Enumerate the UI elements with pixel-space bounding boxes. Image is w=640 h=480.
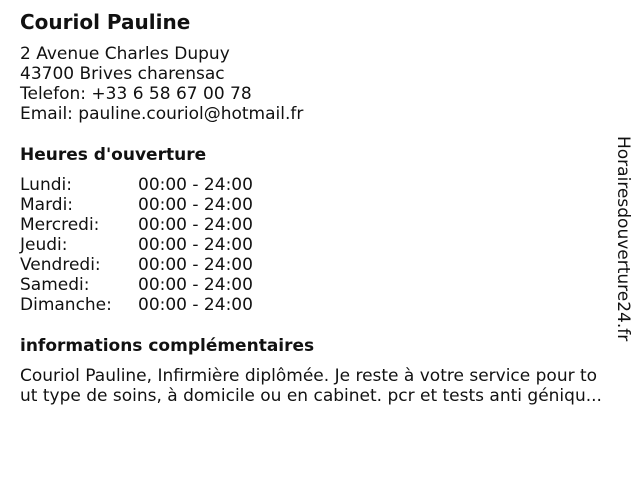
hours-row-sunday <box>20 295 620 315</box>
site-watermark: Horairesdouverture24.fr <box>613 136 633 342</box>
hours-row-wednesday <box>20 215 620 235</box>
time-range: 00:00 - 24:00 <box>138 295 253 315</box>
day-label: Vendredi: <box>20 255 101 275</box>
hours-row-friday <box>20 255 620 275</box>
additional-info-title: informations complémentaires <box>20 336 315 356</box>
business-card <box>20 10 620 406</box>
contact-block <box>20 44 620 124</box>
address-city: 43700 Brives charensac <box>20 64 225 84</box>
time-range: 00:00 - 24:00 <box>138 235 253 255</box>
hours-row-thursday <box>20 235 620 255</box>
description-line: ut type de soins, à domicile ou en cabinet. pcr et tests anti géniqu... <box>20 386 602 406</box>
time-range: 00:00 - 24:00 <box>138 215 253 235</box>
time-range: 00:00 - 24:00 <box>138 195 253 215</box>
day-label: Dimanche: <box>20 295 112 315</box>
email-address[interactable]: Email: pauline.couriol@hotmail.fr <box>20 104 304 124</box>
address-street: 2 Avenue Charles Dupuy <box>20 44 230 64</box>
hours-row-tuesday <box>20 195 620 215</box>
hours-row-saturday <box>20 275 620 295</box>
time-range: 00:00 - 24:00 <box>138 175 253 195</box>
day-label: Samedi: <box>20 275 90 295</box>
additional-info-text <box>20 366 620 406</box>
time-range: 00:00 - 24:00 <box>138 255 253 275</box>
hours-row-monday <box>20 175 620 195</box>
opening-hours-table <box>20 175 620 315</box>
day-label: Lundi: <box>20 175 72 195</box>
description-line: Couriol Pauline, Infirmière diplômée. Je reste à votre service pour to <box>20 366 598 386</box>
day-label: Mardi: <box>20 195 74 215</box>
time-range: 00:00 - 24:00 <box>138 275 253 295</box>
phone-number[interactable]: Telefon: +33 6 58 67 00 78 <box>20 84 252 104</box>
day-label: Mercredi: <box>20 215 100 235</box>
business-name: Couriol Pauline <box>20 10 191 34</box>
day-label: Jeudi: <box>20 235 68 255</box>
opening-hours-title: Heures d'ouverture <box>20 145 207 165</box>
